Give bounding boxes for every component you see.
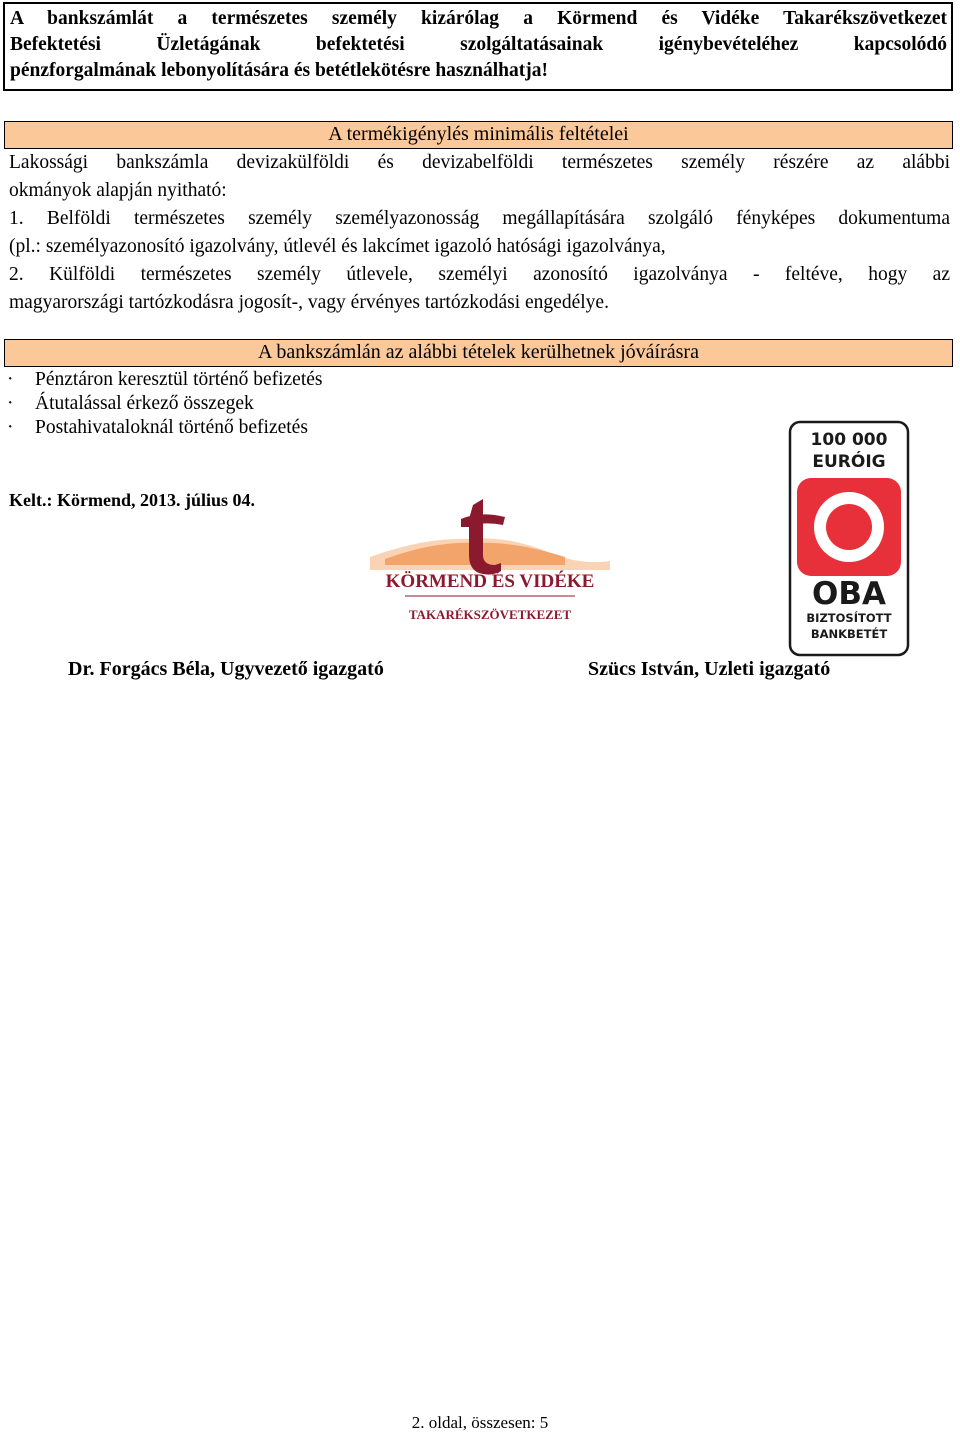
notice-line: pénzforgalmának lebonyolítására és betétlekötésre használhatja! xyxy=(10,60,549,81)
bank-logo xyxy=(365,495,615,630)
bullet-icon: · xyxy=(7,369,14,390)
section-heading-credits: A bankszámlán az alábbi tételek kerülhetnek jóváírásra xyxy=(4,339,953,367)
paragraph-line: okmányok alapján nyitható: xyxy=(9,180,227,201)
signature-business-director: Szücs István, Uzleti igazgató xyxy=(588,658,831,680)
bank-name: KÖRMEND ÉS VIDÉKE xyxy=(385,571,595,592)
date-line: Kelt.: Körmend, 2013. július 04. xyxy=(9,490,255,510)
list-item-label: Pénztáron keresztül történő befizetés xyxy=(35,369,323,390)
oba-badge xyxy=(788,420,910,657)
list-item-label: Átutalással érkező összegek xyxy=(35,393,254,414)
bullet-icon: · xyxy=(7,417,14,438)
notice-line: Befektetési Üzletágának befektetési szolgáltatásainak igénybevételéhez kapcsolódó xyxy=(10,34,947,55)
paragraph-line: 2. Külföldi természetes személy útlevele, személyi azonosító igazolványa - feltéve, hogy az xyxy=(9,264,950,285)
bank-type: TAKARÉKSZÖVETKEZET xyxy=(408,607,572,622)
badge-amount: 100 000 xyxy=(810,430,888,450)
notice-line: A bankszámlát a természetes személy kizárólag a Körmend és Vidéke Takarékszövetkezet xyxy=(10,8,947,29)
list-item xyxy=(7,367,323,392)
badge-acronym: OBA xyxy=(812,576,886,612)
notice-box xyxy=(3,2,953,91)
bullet-icon: · xyxy=(7,393,14,414)
section-heading-requirements: A termékigénylés minimális feltételei xyxy=(4,121,953,149)
badge-sub1: BIZTOSÍTOTT xyxy=(806,611,892,625)
badge-sub2: BANKBETÉT xyxy=(810,627,888,641)
signature-managing-director: Dr. Forgács Béla, Ugyvezető igazgató xyxy=(68,658,384,680)
paragraph-line: Lakossági bankszámla devizakülföldi és devizabelföldi természetes személy részére az alábbi xyxy=(9,152,950,173)
list-item-label: Postahivataloknál történő befizetés xyxy=(35,417,308,438)
paragraph-line: (pl.: személyazonosító igazolvány, útlevél és lakcímet igazoló hatósági igazolványa, xyxy=(9,236,666,257)
list-item xyxy=(7,415,308,440)
paragraph-line: 1. Belföldi természetes személy személyazonosság megállapítására szolgáló fényképes dokumentuma xyxy=(9,208,950,229)
page-number: 2. oldal, összesen: 5 xyxy=(411,1413,549,1432)
shield-ring-inner xyxy=(826,504,872,550)
list-item xyxy=(7,391,254,416)
paragraph-line: magyarországi tartózkodásra jogosít-, vagy érvényes tartózkodási engedélye. xyxy=(9,292,609,313)
badge-currency: EURÓIG xyxy=(812,452,886,472)
